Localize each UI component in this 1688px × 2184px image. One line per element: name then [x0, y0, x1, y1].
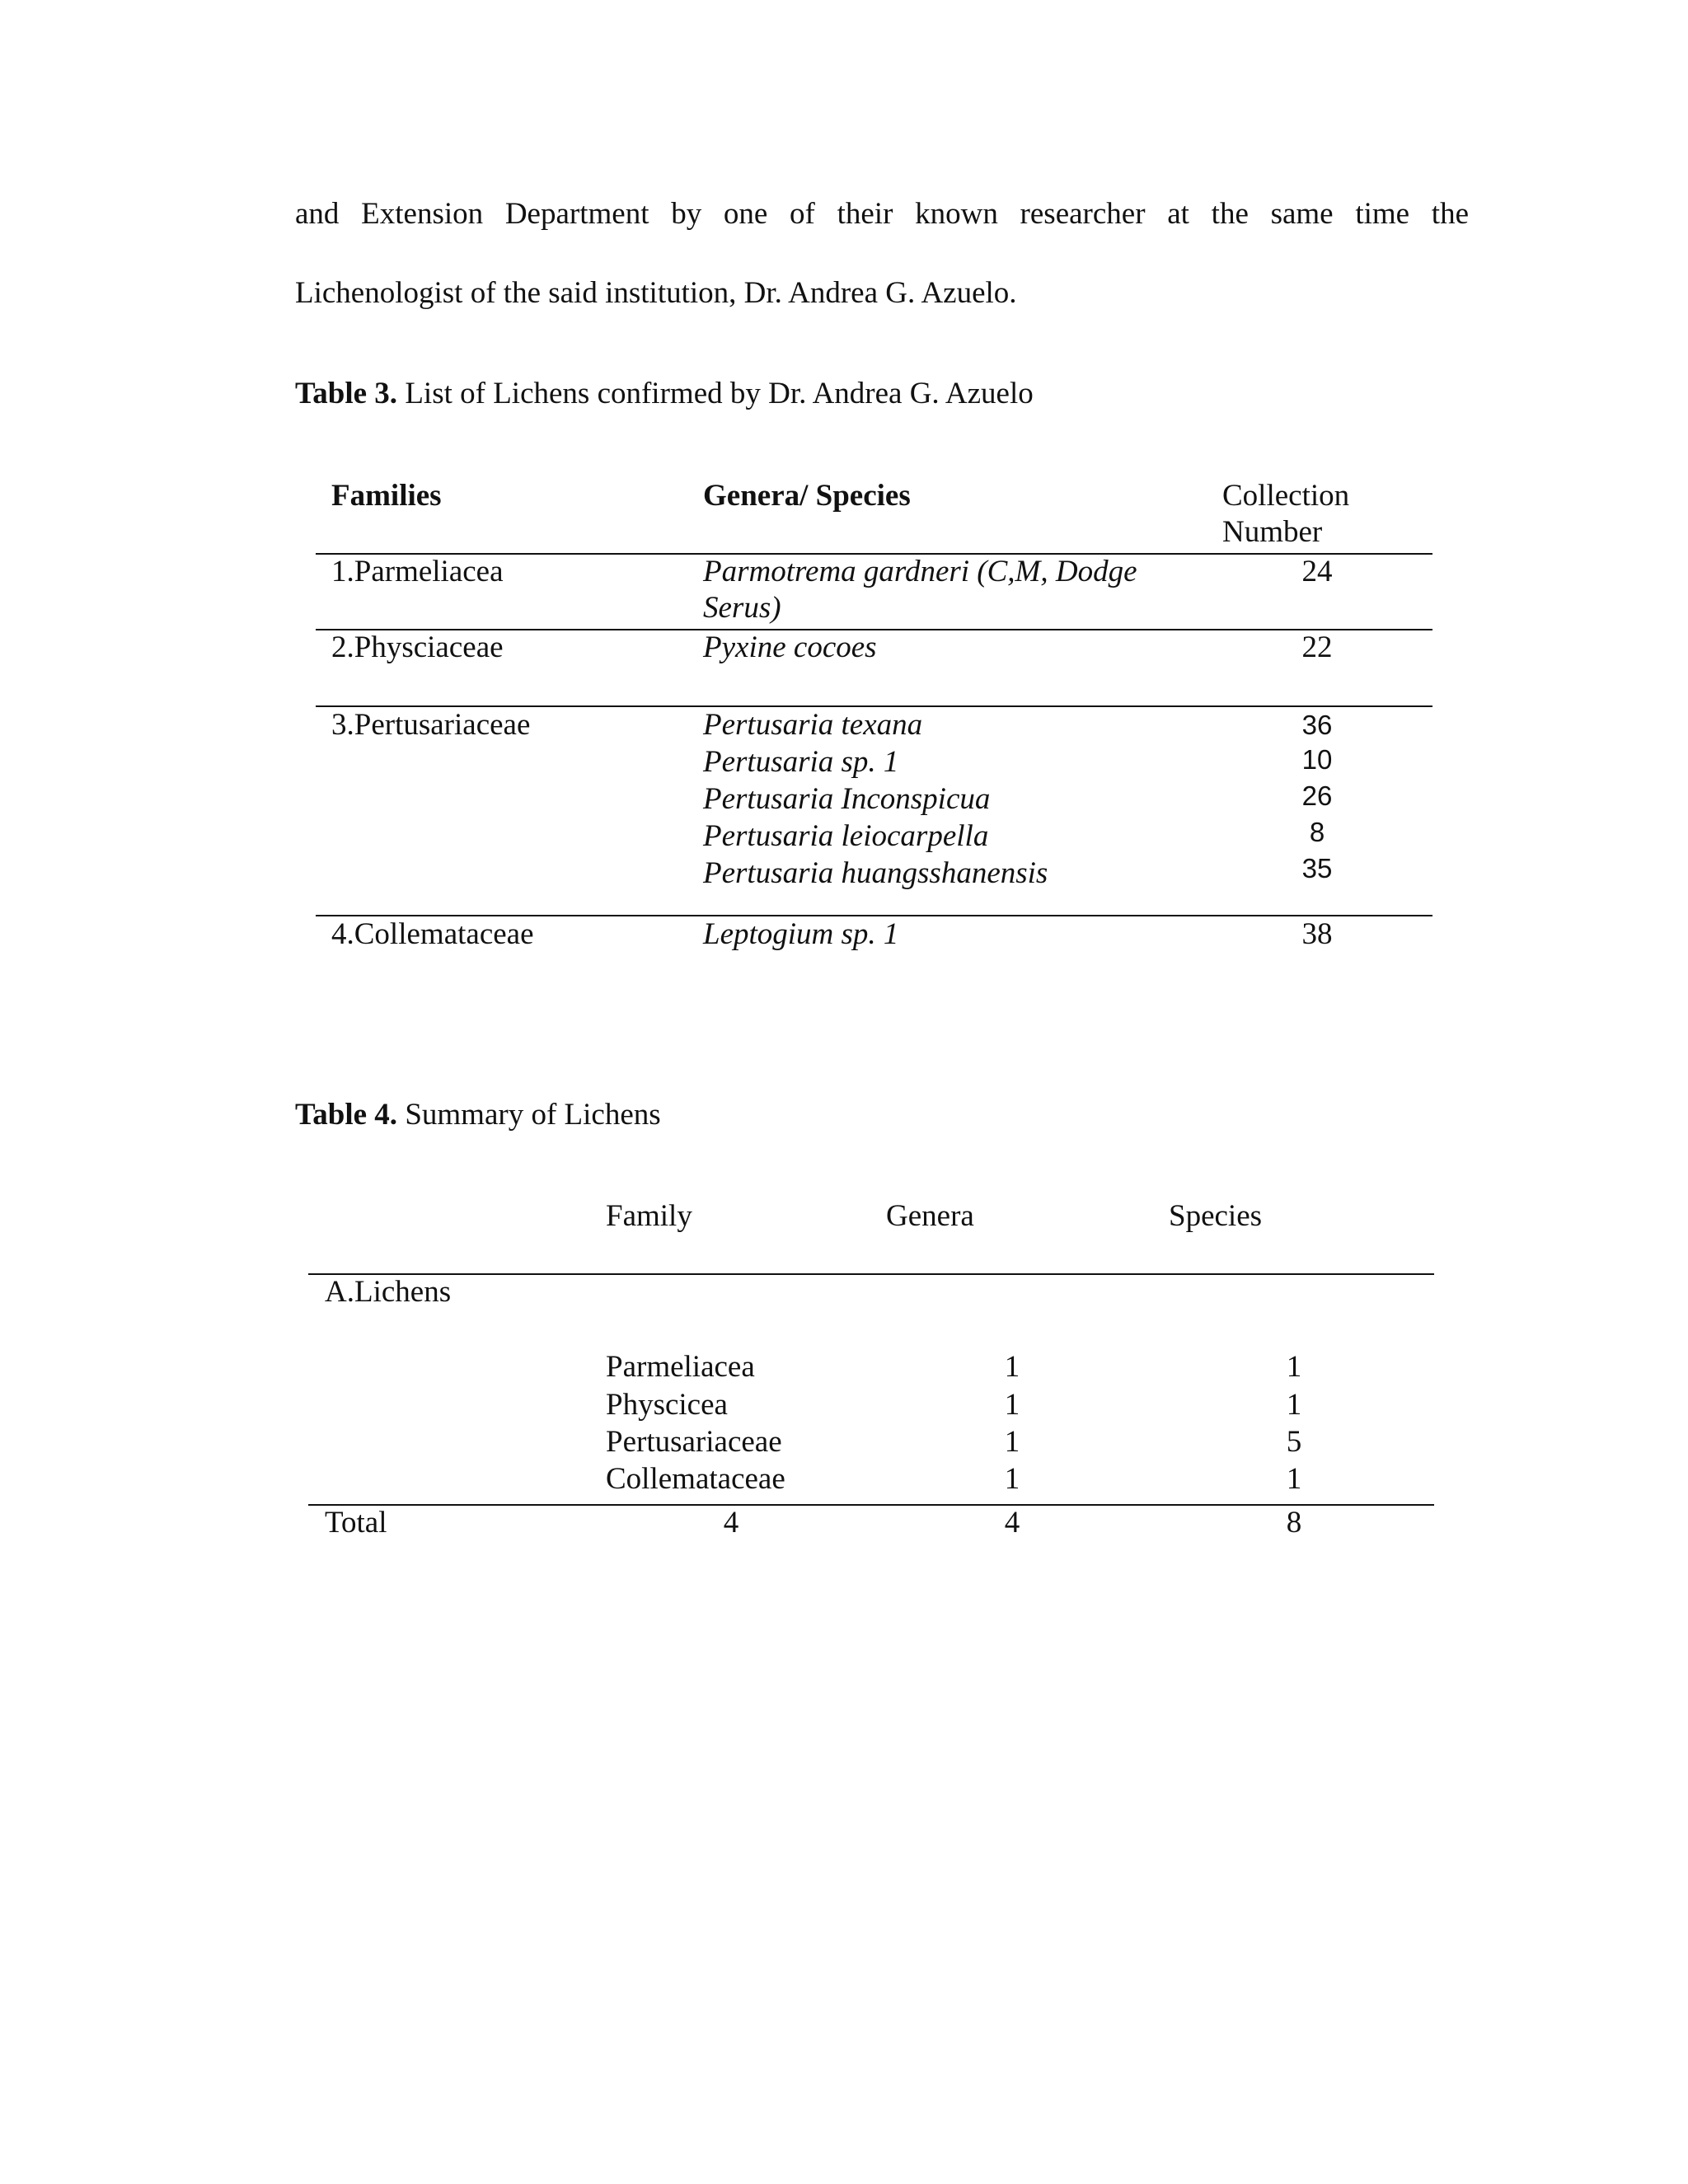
table3-collection-number: 26 [1301, 780, 1333, 811]
table4-row-family: Collemataceae [606, 1462, 785, 1496]
table4-header-family: Family [606, 1199, 692, 1233]
table4-row-family: Pertusariaceae [606, 1425, 782, 1459]
intro-line-2: Lichenologist of the said institution, Dr. Andrea G. Azuelo. [295, 276, 1017, 310]
table3-header-collection-line1: Collection [1222, 479, 1350, 513]
table3-collection-number: 35 [1301, 853, 1333, 883]
table4-row-family: Physcicea [606, 1388, 728, 1422]
table4-header-species: Species [1169, 1199, 1263, 1233]
table4-row-genera: 1 [1004, 1350, 1020, 1384]
table4-total-species: 8 [1286, 1506, 1302, 1540]
table3-header-genera: Genera/ Species [703, 479, 911, 513]
table4-row-family: Parmeliacea [606, 1350, 755, 1384]
table4-caption-text: Summary of Lichens [405, 1098, 661, 1132]
table3-species: Parmotrema gardneri (C,M, Dodge [703, 555, 1137, 588]
intro-line-1: and Extension Department by one of their known researcher at the same time the [295, 197, 1469, 231]
table4-caption [295, 1097, 661, 1133]
table3-family: 1.Parmeliacea [331, 555, 504, 588]
table3-header-families: Families [331, 479, 442, 513]
table4-row-species: 5 [1286, 1425, 1302, 1459]
table4-rule-header [308, 1273, 1434, 1275]
table4-row-species: 1 [1286, 1350, 1302, 1384]
table4-total-label: Total [325, 1506, 387, 1540]
table3-collection-number: 8 [1309, 817, 1325, 847]
table4-section-label: A.Lichens [325, 1275, 452, 1309]
table3-caption-label: Table 3. [295, 377, 398, 410]
table3-family: 3.Pertusariaceae [331, 708, 531, 742]
table3-header-collection-line2: Number [1222, 515, 1323, 549]
table4-total-family: 4 [723, 1506, 739, 1540]
table3-species: Pertusaria huangsshanensis [703, 856, 1048, 890]
table3-caption [295, 376, 1034, 412]
table3-species: Pertusaria leiocarpella [703, 819, 989, 853]
table3-collection-number: 10 [1301, 744, 1333, 775]
table3-collection-number: 24 [1301, 555, 1333, 588]
table3-collection-number: 38 [1301, 917, 1333, 951]
table3-species: Leptogium sp. 1 [703, 917, 899, 951]
table4-header-genera: Genera [886, 1199, 974, 1233]
table3-species: Pyxine cocoes [703, 630, 877, 664]
table3-species: Pertusaria texana [703, 708, 923, 742]
table3-caption-text: List of Lichens confirmed by Dr. Andrea G. Azuelo [405, 377, 1034, 410]
table3-family: 4.Collemataceae [331, 917, 534, 951]
table4-caption-label: Table 4. [295, 1098, 398, 1132]
table3-species: Pertusaria sp. 1 [703, 745, 899, 779]
table4-row-species: 1 [1286, 1388, 1302, 1422]
table4-total-genera: 4 [1004, 1506, 1020, 1540]
table4-row-genera: 1 [1004, 1462, 1020, 1496]
table4-row-species: 1 [1286, 1462, 1302, 1496]
table3-collection-number: 36 [1301, 710, 1333, 740]
table4-row-genera: 1 [1004, 1388, 1020, 1422]
table4-row-genera: 1 [1004, 1425, 1020, 1459]
table3-family: 2.Physciaceae [331, 630, 504, 664]
table3-species-cont: Serus) [703, 591, 781, 625]
table3-collection-number: 22 [1301, 630, 1333, 664]
table3-species: Pertusaria Inconspicua [703, 782, 991, 816]
